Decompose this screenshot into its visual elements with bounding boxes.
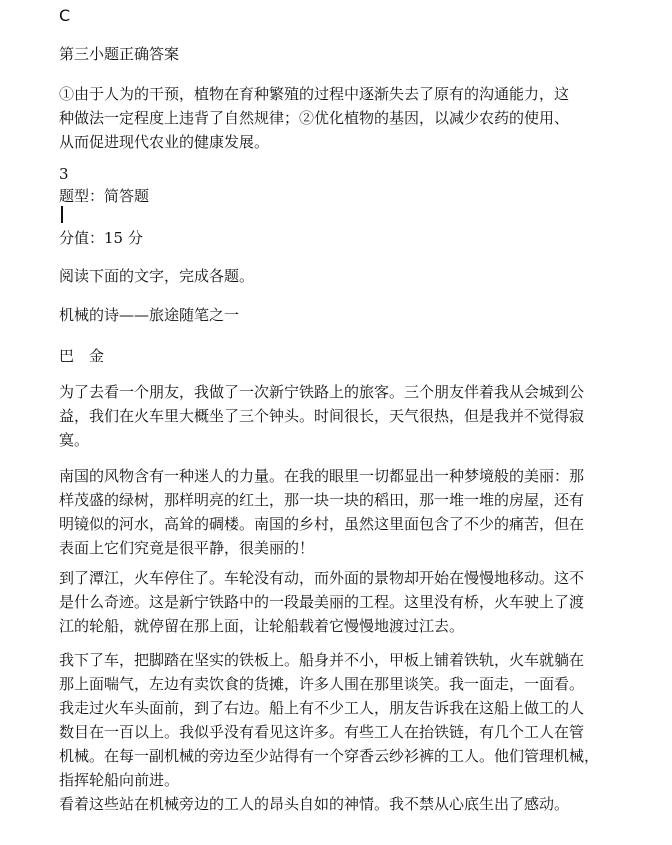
- answer-title: 第三小题正确答案: [59, 45, 180, 63]
- answer-line: 种做法一定程度上违背了自然规律；②优化植物的基因，以减少农药的使用、: [59, 109, 570, 127]
- paragraph-line: 益，我们在火车里大概坐了三个钟头。时间很长，天气很热，但是我并不觉得寂: [59, 407, 585, 425]
- paragraph-line: 到了潭江，火车停住了。车轮没有动，而外面的景物却开始在慢慢地移动。这不: [59, 569, 585, 587]
- paragraph-line: 明镜似的河水，高耸的碉楼。南国的乡村，虽然这里面包含了不少的痛苦，但在: [59, 515, 585, 533]
- paragraph-line: 江的轮船，就停留在那上面，让轮船载着它慢慢地渡过江去。: [59, 617, 465, 635]
- article-author: 巴 金: [59, 347, 105, 365]
- paragraph-line: 指挥轮船向前进。: [59, 771, 180, 789]
- answer-paragraph: [59, 82, 619, 154]
- paragraph-line: 机械。在每一副机械的旁边至少站得有一个穿香云纱衫裤的工人。他们管理机械，: [59, 747, 600, 765]
- paragraph-line: 那上面喘气，左边有卖饮食的货摊，许多人围在那里谈笑。我一面走，一面看。: [59, 675, 585, 693]
- paragraph-line: 表面上它们究竟是很平静，很美丽的！: [59, 539, 315, 557]
- paragraph-line: 是什么奇迹。这是新宁铁路中的一段最美丽的工程。这里没有桥，火车驶上了渡: [59, 593, 585, 611]
- article-paragraph-3: [59, 566, 619, 638]
- paragraph-line: 我下了车，把脚踏在坚实的铁板上。船身并不小，甲板上铺着铁轨，火车就躺在: [59, 651, 585, 669]
- text-cursor: [61, 206, 63, 223]
- paragraph-line: 样茂盛的绿树，那样明亮的红土，那一块一块的稻田，那一堆一堆的房屋，还有: [59, 491, 585, 509]
- header-letter: C: [59, 6, 71, 25]
- article-paragraph-2: [59, 464, 619, 560]
- answer-line: 从而促进现代农业的健康发展。: [59, 133, 270, 151]
- paragraph-line: 看着这些站在机械旁边的工人的昂头自如的神情。我不禁从心底生出了感动。: [59, 795, 570, 813]
- article-paragraph-4: [59, 648, 619, 792]
- paragraph-line: 南国的风物含有一种迷人的力量。在我的眼里一切都显出一种梦境般的美丽：那: [59, 467, 585, 485]
- article-title: 机械的诗——旅途随笔之一: [59, 306, 240, 324]
- paragraph-line: 我走过火车头面前，到了右边。船上有不少工人，朋友告诉我在这船上做工的人: [59, 699, 585, 717]
- instruction-text: 阅读下面的文字，完成各题。: [59, 267, 255, 285]
- paragraph-line: 寞。: [59, 431, 90, 449]
- paragraph-line: 数目在一百以上。我似乎没有看见这许多。有些工人在抬铁链，有几个工人在管: [59, 723, 585, 741]
- paragraph-line: 为了去看一个朋友，我做了一次新宁铁路上的旅客。三个朋友伴着我从会城到公: [59, 383, 585, 401]
- answer-line: ①由于人为的干预，植物在育种繁殖的过程中逐渐失去了原有的沟通能力，这: [59, 85, 570, 103]
- question-score: 分值：15 分: [59, 229, 143, 247]
- article-paragraph-5: [59, 792, 619, 816]
- question-number: 3: [59, 165, 69, 183]
- article-paragraph-1: [59, 380, 619, 452]
- question-type: 题型：简答题: [59, 187, 150, 205]
